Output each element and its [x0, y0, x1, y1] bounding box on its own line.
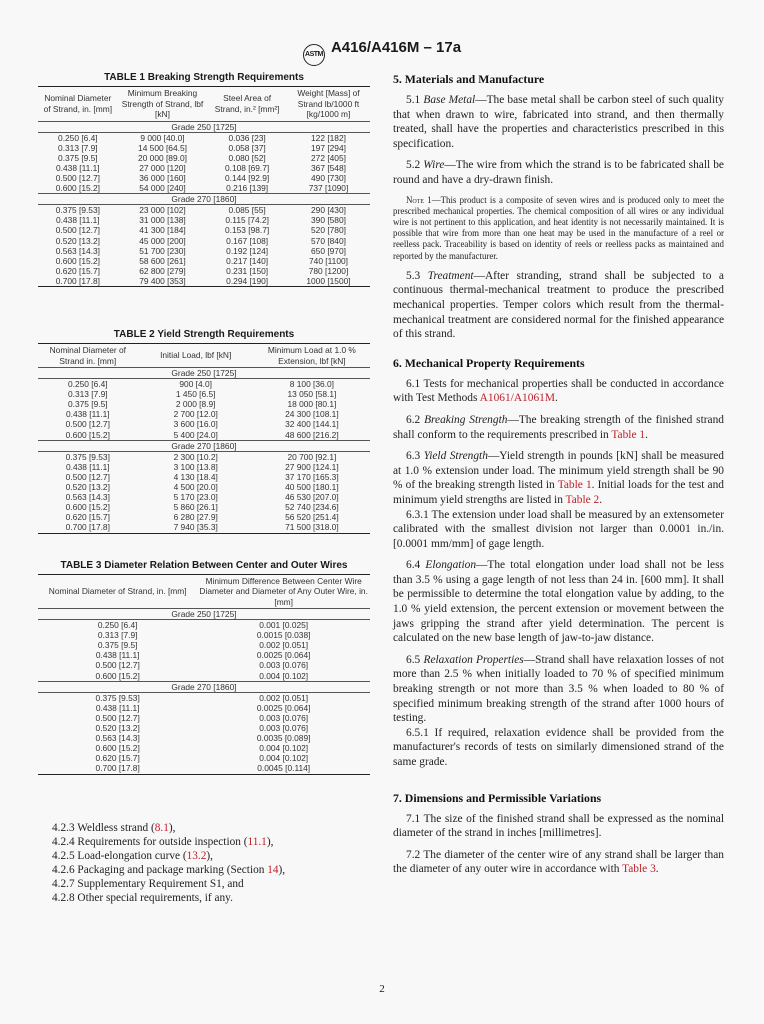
table-cell: 0.375 [9.5] — [97, 640, 138, 651]
ref-link[interactable]: Table 3 — [622, 863, 656, 876]
table-cell: 23 000 [102] — [139, 205, 186, 216]
para-6-4: 6.4 Elongation—The total elongation under load shall not be less than 3.5 % using a gage length of not less than 24 in. [600 mm]. It shall be permissible to determine the total elongation value by adding, to the 1.0 % yield extension, the percent extension or movement between the jaws gripping the strand after yield determination. The percent is calculated on the new base length of jaw-to-jaw distance. — [393, 559, 724, 645]
table-cell: 0.004 [0.102] — [259, 670, 309, 681]
table-cell: 0.250 [6.4] — [58, 132, 98, 143]
table-cell: 0.036 [23] — [228, 132, 266, 143]
table-cell: 520 [780] — [311, 225, 346, 236]
note-1: Note 1—This product is a composite of seven wires and is produced only to meet the prescribed mechanical properties. The chemical composition of all wires or any individual wire is not pertinent to this application, and heat identity is not necessarily maintained. It is possible that wire from more than one heat may be used in the manufacture of a reel or reelless pack. Traceability is based on identity of reels or reelless packs as maintained and reported by the manufacturer. — [393, 194, 724, 261]
left-column — [38, 72, 370, 905]
table-cell: 0.600 [15.2] — [55, 183, 100, 194]
table-cell: 0.600 [15.2] — [55, 255, 100, 266]
table-row — [38, 143, 370, 153]
ref-link[interactable]: 14 — [267, 863, 279, 876]
table-row — [38, 703, 370, 713]
table-1-title: TABLE 1 Breaking Strength Requirements — [104, 72, 304, 83]
table-cell: 0.500 [12.7] — [65, 419, 110, 430]
table-cell: 0.438 [11.1] — [65, 461, 110, 472]
table-cell: 4 130 [18.4] — [173, 471, 218, 482]
table-row — [38, 451, 370, 462]
table-cell: 13 050 [58.1] — [287, 389, 337, 400]
table-cell: 0.600 [15.2] — [95, 670, 140, 681]
section-7-heading: 7. Dimensions and Permissible Variations — [393, 790, 602, 805]
ref-link[interactable]: Table 2 — [565, 493, 600, 506]
table-cell: 0.313 [7.9] — [97, 630, 138, 641]
table-cell: 0.375 [9.5] — [58, 152, 98, 163]
ref-link[interactable]: 13.2 — [186, 849, 207, 862]
table-cell: 5 170 [23.0] — [173, 492, 218, 503]
table-cell: 0.375 [9.53] — [95, 692, 140, 703]
table-row — [38, 630, 370, 640]
table-cell: 0.231 [150] — [226, 265, 269, 276]
table-cell: 570 [840] — [311, 235, 346, 246]
table-cell: 27 000 [120] — [139, 162, 186, 173]
table-cell: 0.0025 [0.064] — [256, 702, 311, 713]
list-item: 4.2.3 Weldless strand (8.1), — [52, 821, 176, 834]
table-row — [38, 173, 370, 183]
table-cell: 0.620 [15.7] — [95, 753, 140, 764]
table-cell: 20 700 [92.1] — [287, 451, 337, 462]
table-cell: 0.144 [92.9] — [225, 172, 270, 183]
list-item: 4.2.6 Packaging and package marking (Section 14), — [52, 863, 286, 876]
table-cell: 0.520 [13.2] — [95, 723, 140, 734]
table-cell: 272 [405] — [311, 152, 346, 163]
grade-row — [38, 681, 370, 692]
table-2-title: TABLE 2 Yield Strength Requirements — [113, 329, 295, 340]
table-row — [38, 215, 370, 225]
grade-label: Grade 270 [1860] — [38, 681, 370, 692]
table-cell: 0.438 [11.1] — [95, 650, 140, 661]
table-cell: 1 450 [6.5] — [175, 389, 216, 400]
table-cell: 3 600 [16.0] — [173, 419, 218, 430]
table-cell: 0.520 [13.2] — [55, 235, 100, 246]
col-header: Nominal Diameter of Strand in. [mm] — [38, 344, 138, 368]
table-3 — [38, 560, 370, 775]
table-cell: 0.313 [7.9] — [68, 389, 108, 400]
table-cell: 79 400 [353] — [118, 276, 208, 287]
table-row — [38, 723, 370, 733]
table-cell: 0.500 [12.7] — [55, 172, 100, 183]
table-cell: 6 280 [27.9] — [173, 512, 218, 523]
col-header: Minimum Breaking Strength of Strand, lbf [kN] — [118, 87, 208, 122]
table-cell: 45 000 [200] — [139, 235, 186, 246]
table-row — [38, 713, 370, 723]
table-cell: 40 500 [180.1] — [285, 482, 339, 493]
table-row — [38, 246, 370, 256]
table-cell: 737 [1090] — [308, 183, 349, 194]
table-cell: 0.003 [0.076] — [259, 712, 309, 723]
grade-label: Grade 250 [1725] — [38, 121, 370, 132]
col-header: Initial Load, lbf [kN] — [138, 344, 254, 368]
table-row — [38, 492, 370, 502]
grade-row — [38, 121, 370, 132]
table-row — [38, 472, 370, 482]
table-cell: 62 800 [279] — [139, 265, 186, 276]
list-item: 4.2.7 Supplementary Requirement S1, and — [52, 877, 244, 890]
table-cell: 0.375 [9.53] — [55, 205, 100, 216]
table-cell: 490 [730] — [311, 172, 346, 183]
grade-label: Grade 250 [1725] — [38, 368, 370, 379]
table-cell: 4 500 [20.0] — [173, 482, 218, 493]
table-row — [38, 620, 370, 631]
table-row — [38, 419, 370, 429]
list-item: 4.2.5 Load-elongation curve (13.2), — [52, 849, 213, 862]
col-header: Nominal Diameter of Strand, in. [mm] — [38, 574, 197, 609]
table-cell: 0.438 [11.1] — [56, 162, 100, 173]
table-cell: 2 700 [12.0] — [173, 409, 218, 420]
ref-link[interactable]: A1061/A1061M — [479, 392, 555, 405]
table-cell: 0.375 [9.5] — [68, 399, 108, 410]
table-row — [38, 225, 370, 235]
table-cell: 1000 [1500] — [287, 276, 370, 287]
table-cell: 0.250 [6.4] — [68, 379, 108, 390]
table-row — [38, 502, 370, 512]
col-header: Nominal Diameter of Strand, in. [mm] — [38, 87, 118, 122]
table-cell: 0.700 [17.8] — [38, 522, 138, 533]
col-header: Weight [Mass] of Strand lb/1000 ft [kg/1000 m] — [287, 87, 370, 122]
table-cell: 27 900 [124.1] — [285, 461, 339, 472]
table-row — [38, 379, 370, 390]
table-row — [38, 132, 370, 143]
table-cell: 71 500 [318.0] — [254, 522, 370, 533]
table-row — [38, 753, 370, 763]
page-number: 2 — [379, 983, 385, 995]
table-cell: 0.153 [98.7] — [225, 225, 270, 236]
ref-link[interactable]: 8.1 — [154, 821, 169, 834]
table-cell: 48 600 [216.2] — [285, 429, 339, 440]
table-cell: 3 100 [13.8] — [173, 461, 218, 472]
table-cell: 46 530 [207.0] — [285, 492, 339, 503]
table-row — [38, 163, 370, 173]
table-row — [38, 153, 370, 163]
col-header: Steel Area of Strand, in.² [mm²] — [207, 87, 287, 122]
table-cell: 0.085 [55] — [228, 205, 266, 216]
table-cell: 0.500 [12.7] — [65, 471, 110, 482]
table-row — [38, 650, 370, 660]
table-cell: 0.500 [12.7] — [55, 225, 100, 236]
table-cell: 0.250 [6.4] — [97, 620, 138, 631]
grade-row — [38, 194, 370, 205]
table-cell: 41 300 [184] — [139, 225, 186, 236]
table-row — [38, 266, 370, 276]
table-cell: 0.500 [12.7] — [95, 660, 140, 671]
table-2 — [38, 329, 370, 534]
table-cell: 0.004 [0.102] — [259, 753, 309, 764]
para-5-2: 5.2 Wire—The wire from which the strand is to be fabricated shall be round and have a dry-drawn finish. — [393, 159, 724, 186]
table-cell: 8 100 [36.0] — [289, 379, 335, 390]
para-6-5: 6.5 Relaxation Properties—Strand shall have relaxation losses of not more than 2.5 % when initially loaded to 70 % of specified minimum breaking strength or not more than 3.5 % when loaded to 80 % of specified minimum breaking strength of the strand after 1000 hours of testing. — [393, 653, 724, 725]
table-cell: 0.217 [140] — [226, 255, 269, 266]
table-cell: 0.438 [11.1] — [56, 215, 100, 226]
table-cell: 0.620 [15.7] — [55, 265, 100, 276]
table-cell: 0.003 [0.076] — [259, 723, 309, 734]
table-cell: 0.313 [7.9] — [58, 142, 98, 153]
table-cell: 31 000 [138] — [139, 215, 186, 226]
grade-row — [38, 609, 370, 620]
col-header: Minimum Load at 1.0 % Extension, lbf [kN] — [254, 344, 370, 368]
table-row — [38, 660, 370, 670]
section-6-heading: 6. Mechanical Property Requirements — [393, 355, 585, 370]
table-cell: 0.002 [0.051] — [259, 692, 309, 703]
table-cell: 58 600 [261] — [139, 255, 186, 266]
table-cell: 0.0025 [0.064] — [256, 650, 311, 661]
table-cell: 24 300 [108.1] — [285, 409, 339, 420]
table-cell: 0.438 [11.1] — [95, 702, 140, 713]
table-cell: 18 000 [80.1] — [287, 399, 337, 410]
table-cell: 0.003 [0.076] — [259, 660, 309, 671]
section-5-heading: 5. Materials and Manufacture — [393, 72, 545, 86]
table-cell: 0.563 [14.3] — [65, 492, 110, 503]
table-cell: 0.375 [9.53] — [65, 451, 110, 462]
ref-link[interactable]: Table 1 — [611, 428, 646, 441]
table-cell: 0.563 [14.3] — [55, 245, 100, 256]
table-cell: 0.216 [139] — [226, 183, 269, 194]
page-header — [0, 39, 764, 66]
table-cell: 0.0015 [0.038] — [256, 630, 311, 641]
table-cell: 650 [970] — [311, 245, 346, 256]
para-6-2: 6.2 Breaking Strength—The breaking strength of the finished strand shall conform to the requirements prescribed in Table 1. — [393, 413, 725, 441]
grade-label: Grade 250 [1725] — [38, 609, 370, 620]
table-cell: 36 000 [160] — [139, 172, 186, 183]
table-row — [38, 399, 370, 409]
table-row — [38, 743, 370, 753]
table-cell: 32 400 [144.1] — [285, 419, 339, 430]
astm-logo-icon: ASTM — [303, 44, 325, 66]
ref-link[interactable]: 11.1 — [247, 835, 267, 848]
para-5-1: 5.1 Base Metal—The base metal shall be carbon steel of such quality that when drawn to wire, fabricated into strand, and then thermally treated, shall have the properties and characteristics prescribed in this specification. — [393, 94, 724, 150]
table-cell: 0.115 [74.2] — [225, 215, 269, 226]
order-items-list — [38, 821, 370, 905]
table-row — [38, 733, 370, 743]
table-cell: 0.500 [12.7] — [95, 712, 140, 723]
table-cell: 14 500 [64.5] — [138, 142, 187, 153]
grade-row — [38, 368, 370, 379]
table-cell: 740 [1100] — [309, 255, 348, 266]
table-cell: 0.192 [124] — [226, 245, 269, 256]
table-cell: 367 [548] — [311, 162, 346, 173]
table-row — [38, 692, 370, 703]
table-cell: 0.600 [15.2] — [65, 502, 110, 513]
table-cell: 0.620 [15.7] — [65, 512, 110, 523]
table-row — [38, 205, 370, 216]
table-row — [38, 183, 370, 194]
para-6-3-1: 6.3.1 The extension under load shall be measured by an extensometer calibrated with the smallest division not larger than 0.0001 in./in. [0.0001 mm/mm] of gage length. — [393, 508, 724, 550]
table-cell: 54 000 [240] — [139, 183, 186, 194]
grade-row — [38, 440, 370, 451]
grade-label: Grade 270 [1860] — [38, 440, 370, 451]
table-cell: 0.0045 [0.114] — [197, 763, 370, 774]
table-row — [38, 640, 370, 650]
ref-link[interactable]: Table 1 — [557, 479, 592, 492]
right-column — [393, 72, 724, 884]
designation: A416/A416M – 17a — [330, 39, 462, 56]
table-cell: 37 170 [165.3] — [285, 471, 339, 482]
table-cell: 0.004 [0.102] — [259, 743, 309, 754]
table-cell: 0.600 [15.2] — [65, 429, 110, 440]
table-cell: 0.167 [108] — [226, 235, 269, 246]
table-cell: 5 400 [24.0] — [173, 429, 218, 440]
table-cell: 0.002 [0.051] — [259, 640, 309, 651]
table-row — [38, 236, 370, 246]
table-cell: 197 [294] — [311, 142, 346, 153]
para-5-3: 5.3 Treatment—After stranding, strand shall be subjected to a continuous thermal-mechanical treatment to produce the prescribed mechanical properties. Temper colors which result from the thermal-mechanical treatment are considered normal for the finished appearance of this strand. — [393, 269, 724, 341]
table-row — [38, 276, 370, 287]
table-cell: 2 000 [8.9] — [175, 399, 216, 410]
table-cell: 0.520 [13.2] — [65, 482, 110, 493]
para-6-1: 6.1 Tests for mechanical properties shall be conducted in accordance with Test Methods A1061/A1061M. — [393, 377, 724, 405]
table-row — [38, 671, 370, 682]
table-cell: 0.0035 [0.089] — [256, 733, 311, 744]
table-row — [38, 512, 370, 522]
table-row — [38, 430, 370, 441]
list-item: 4.2.4 Requirements for outside inspection (11.1), — [52, 835, 274, 848]
col-header: Minimum Difference Between Center Wire Diameter and Diameter of Any Outer Wire, in. [mm] — [197, 574, 370, 609]
table-cell: 0.700 [17.8] — [38, 276, 118, 287]
table-cell: 0.563 [14.3] — [95, 733, 140, 744]
table-row — [38, 389, 370, 399]
table-cell: 0.438 [11.1] — [65, 409, 110, 420]
para-7-1: 7.1 The size of the finished strand shall be expressed as the nominal diameter of the strand in inches [millimetres]. — [393, 812, 724, 840]
table-cell: 7 940 [35.3] — [138, 522, 254, 533]
table-row — [38, 482, 370, 492]
table-cell: 0.700 [17.8] — [38, 763, 197, 774]
table-cell: 5 860 [26.1] — [173, 502, 218, 513]
table-cell: 0.001 [0.025] — [259, 620, 309, 631]
list-item: 4.2.8 Other special requirements, if any. — [52, 891, 233, 904]
table-row — [38, 409, 370, 419]
table-cell: 51 700 [230] — [139, 245, 186, 256]
table-cell: 2 300 [10.2] — [173, 451, 218, 462]
table-row — [38, 763, 370, 774]
table-cell: 56 520 [251.4] — [285, 512, 339, 523]
table-cell: 780 [1200] — [308, 265, 349, 276]
table-cell: 52 740 [234.6] — [285, 502, 339, 513]
table-cell: 0.600 [15.2] — [95, 743, 140, 754]
table-1 — [38, 72, 370, 287]
para-7-2: 7.2 The diameter of the center wire of any strand shall be larger than the diameter of any outer wire in accordance with Table 3. — [393, 848, 724, 876]
table-cell: 0.108 [69.7] — [225, 162, 270, 173]
table-row — [38, 256, 370, 266]
table-3-title: TABLE 3 Diameter Relation Between Center and Outer Wires — [60, 559, 348, 571]
table-cell: 290 [430] — [311, 205, 346, 216]
para-6-3: 6.3 Yield Strength—Yield strength in pounds [kN] shall be measured at 1.0 % extension under load. The minimum yield strength shall be 90 % of the breaking strength listed in Table 1. Initial loads for the test and minimum yield strengths are listed in Table 2. — [393, 450, 724, 506]
table-cell: 390 [580] — [311, 215, 346, 226]
table-cell: 0.080 [52] — [228, 152, 266, 163]
table-cell: 0.294 [190] — [207, 276, 287, 287]
table-cell: 20 000 [89.0] — [138, 152, 187, 163]
table-cell: 900 [4.0] — [179, 379, 212, 390]
table-cell: 9 000 [40.0] — [140, 132, 185, 143]
table-row — [38, 462, 370, 472]
table-cell: 0.058 [37] — [228, 142, 266, 153]
grade-label: Grade 270 [1860] — [38, 194, 370, 205]
table-cell: 122 [182] — [311, 132, 346, 143]
para-6-5-1: 6.5.1 If required, relaxation evidence shall be provided from the manufacturer's records of tests on similarly dimensioned strand of the same grade. — [393, 726, 724, 768]
table-row — [38, 522, 370, 533]
